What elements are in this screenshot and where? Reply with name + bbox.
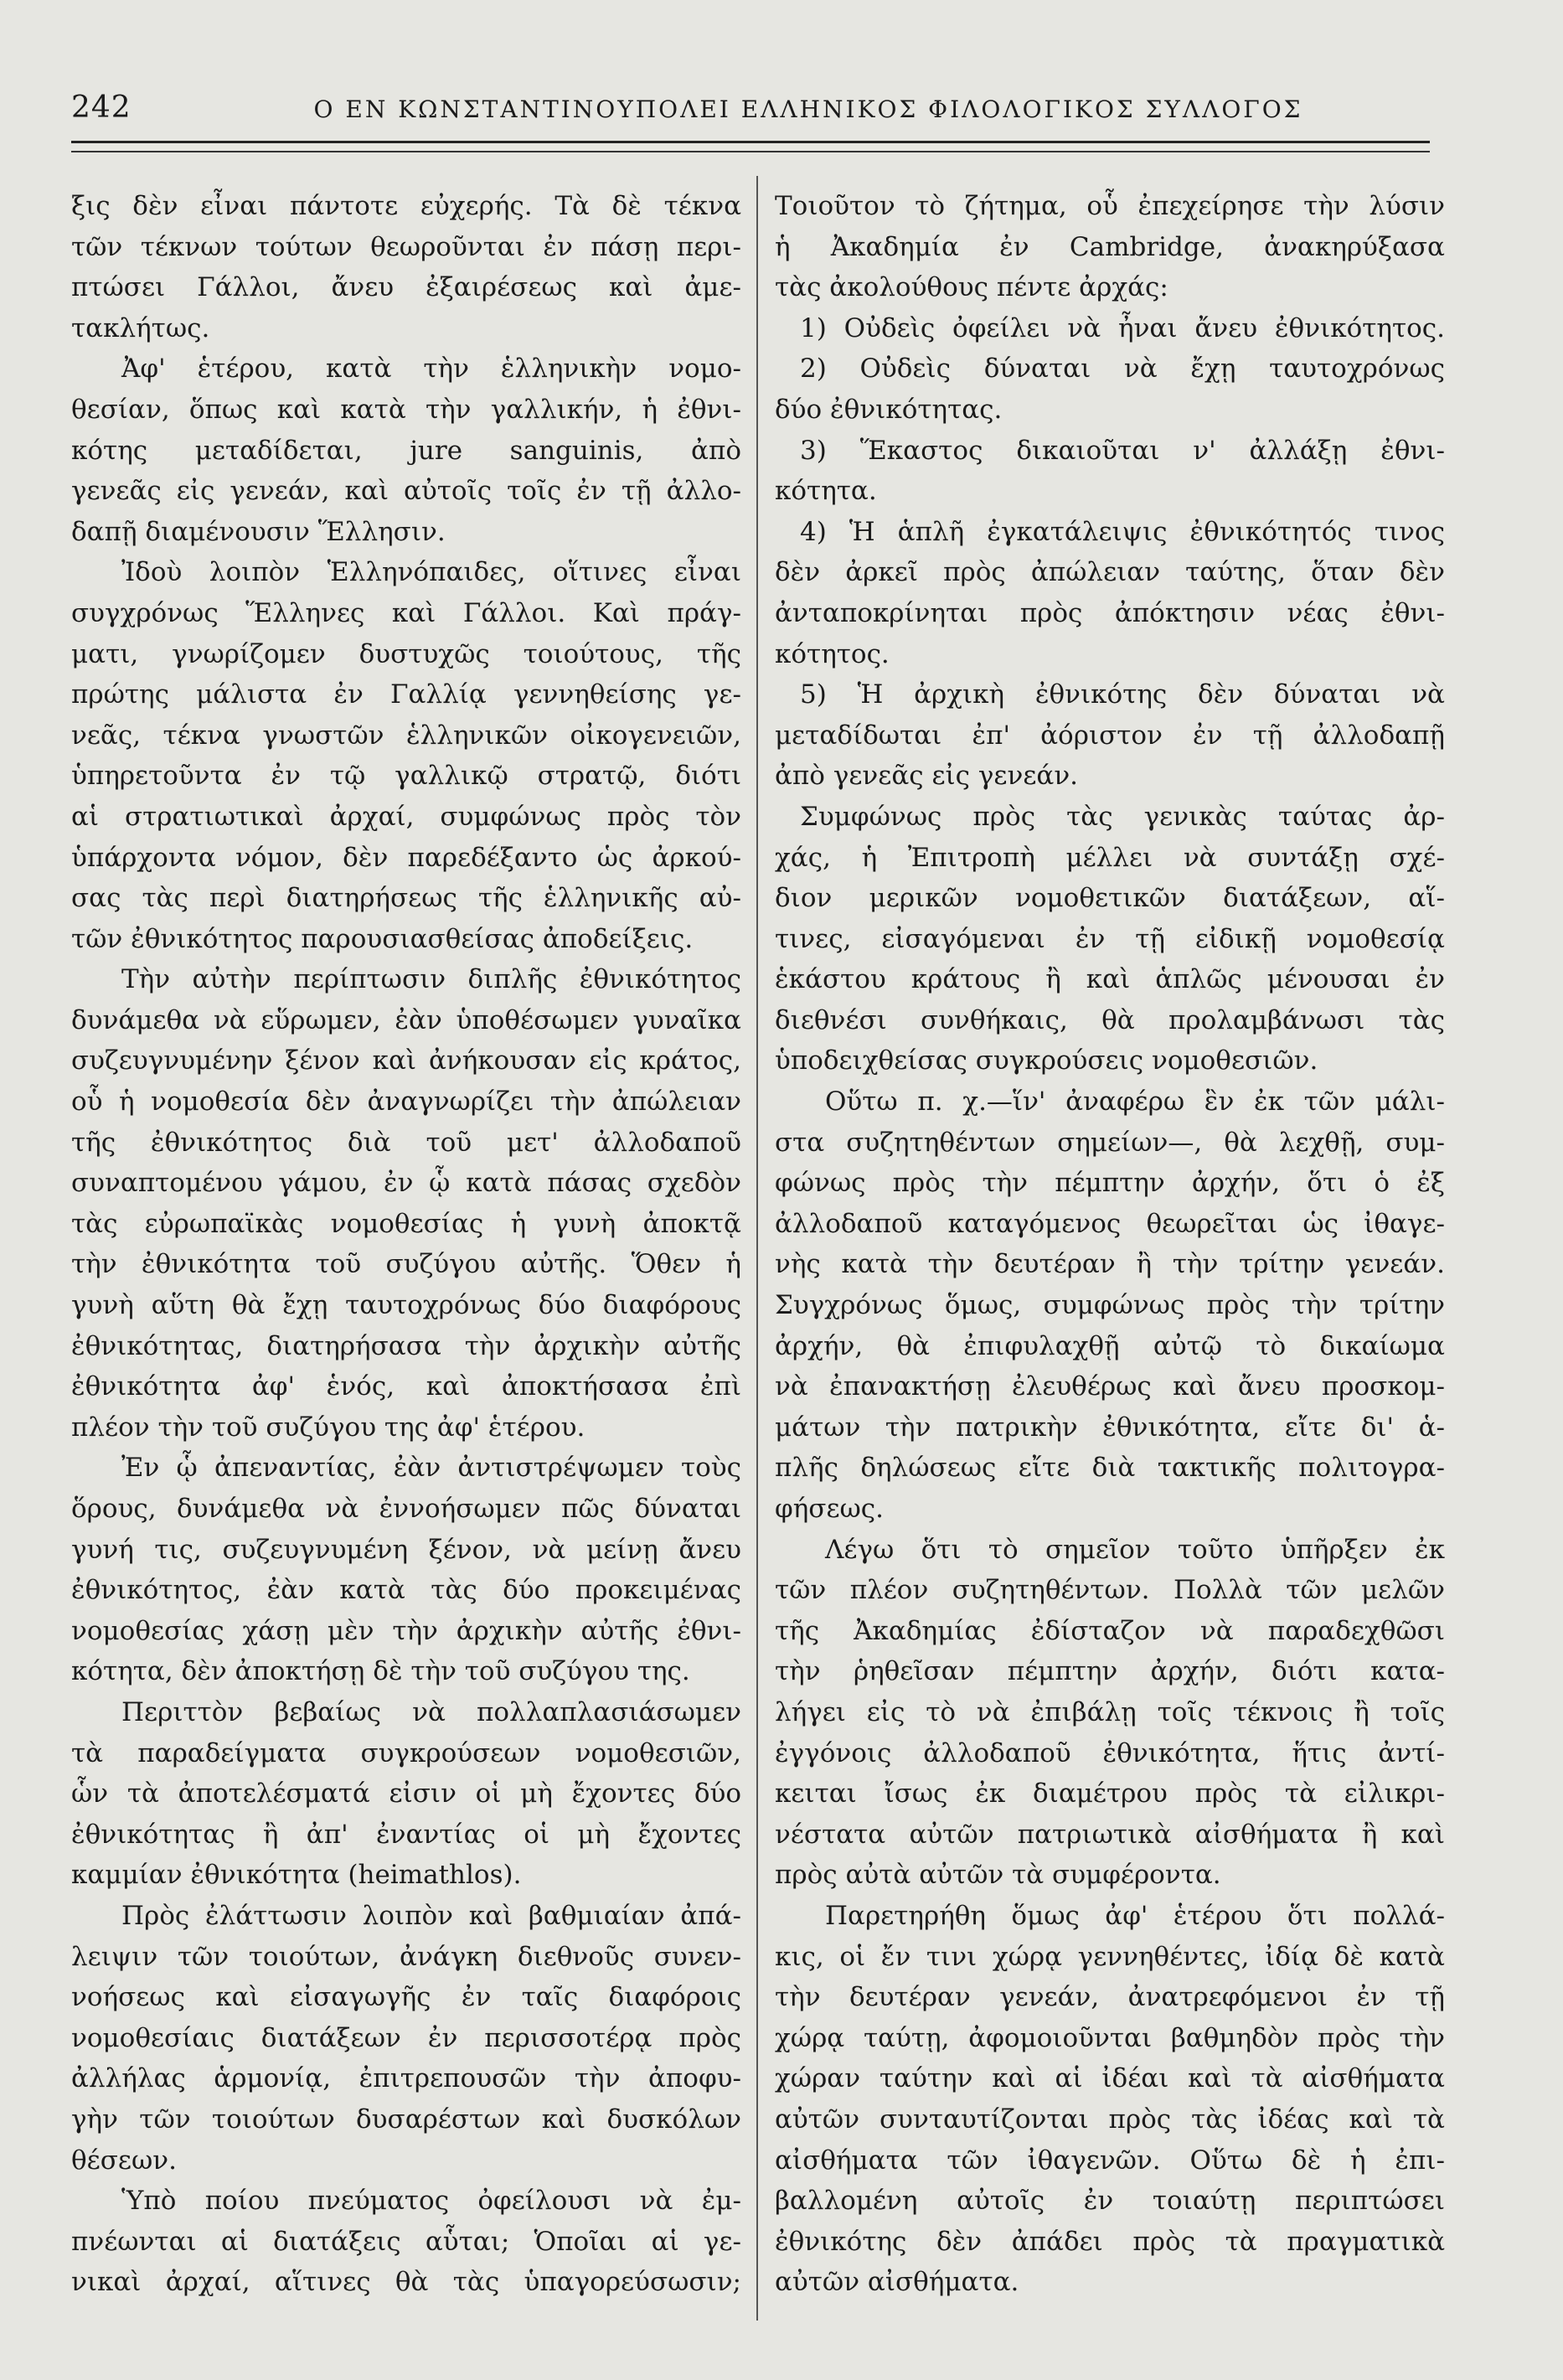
text-line: συναπτομένου γάμου, ἐν ᾧ κατὰ πάσας σχεδὸν: [71, 1168, 741, 1199]
text-line: αὐτῶν αἰσθήματα.: [775, 2267, 1019, 2298]
text-line: κις, οἱ ἔν τινι χώρᾳ γεννηθέντες, ἰδίᾳ δὲ κατὰ: [775, 1941, 1445, 1972]
text-line: νὰ ἐπανακτήσῃ ἐλευθέρως καὶ ἄνευ προσκομ-: [775, 1371, 1445, 1402]
text-line: νέστατα αὐτῶν πατριωτικὰ αἰσθήματα ἢ καὶ: [775, 1819, 1445, 1850]
text-line: δύο ἐθνικότητας.: [775, 394, 1003, 425]
text-line: ἐθνικότης δὲν ἀπάδει πρὸς τὰ πραγματικὰ: [775, 2226, 1445, 2257]
text-line: Ἰδοὺ λοιπὸν Ἑλληνόπαιδες, οἵτινες εἶναι: [121, 557, 741, 588]
text-line: Λέγω ὅτι τὸ σημεῖον τοῦτο ὑπῆρξεν ἐκ: [825, 1534, 1445, 1565]
text-line: νὴς κατὰ τὴν δευτέραν ἢ τὴν τρίτην γενεάν.: [775, 1249, 1445, 1280]
text-line: οὗ ἡ νομοθεσία δὲν ἀναγνωρίζει τὴν ἀπώλειαν: [71, 1087, 741, 1118]
text-line: τῆς ἐθνικότητος διὰ τοῦ μετ' ἀλλοδαποῦ: [71, 1127, 741, 1158]
text-line: ξις δὲν εἶναι πάντοτε εὐχερής. Τὰ δὲ τέκνα: [71, 191, 741, 221]
text-line: ἀλλήλας ἁρμονίᾳ, ἐπιτρεπουσῶν τὴν ἀποφυ-: [71, 2063, 741, 2094]
text-line: ἐθνικότητος, ἐὰν κατὰ τὰς δύο προκειμένας: [71, 1575, 741, 1606]
text-line: γυνή τις, συζευγνυμένη ξένον, νὰ μείνῃ ἄνευ: [71, 1534, 741, 1565]
text-line: λήγει εἰς τὸ νὰ ἐπιβάλῃ τοῖς τέκνοις ἢ τοῖς: [775, 1696, 1445, 1727]
text-line: μεταδίδωται ἐπ' ἀόριστον ἐν τῇ ἀλλοδαπῇ: [775, 720, 1445, 751]
text-line: φήσεως.: [775, 1494, 884, 1524]
text-line: 4) Ἡ ἁπλῆ ἐγκατάλειψις ἐθνικότητός τινος: [800, 516, 1445, 547]
text-line: συζευγνυμένην ξένον καὶ ἀνήκουσαν εἰς κράτος,: [71, 1045, 741, 1076]
text-line: 2) Οὐδεὶς δύναται νὰ ἔχῃ ταυτοχρόνως: [800, 354, 1445, 385]
text-line: Συμφώνως πρὸς τὰς γενικὰς ταύτας ἀρ-: [800, 801, 1445, 832]
text-line: τῶν ἐθνικότητος παρουσιασθείσας ἀποδείξεις.: [71, 923, 694, 954]
text-line: ἡ Ἀκαδημία ἐν Cambridge, ἀνακηρύξασα: [775, 231, 1445, 262]
text-line: διεθνέσι συνθήκαις, θὰ προλαμβάνωσι τὰς: [775, 1004, 1445, 1035]
text-line: ἀνταποκρίνηται πρὸς ἀπόκτησιν νέας ἐθνι-: [775, 597, 1445, 628]
text-line: πλῆς δηλώσεως εἴτε διὰ τακτικῆς πολιτογρα-: [775, 1453, 1445, 1484]
text-line: νομοθεσίαις διατάξεων ἐν περισσοτέρᾳ πρὸς: [71, 2022, 741, 2053]
text-line: Πρὸς ἐλάττωσιν λοιπὸν καὶ βαθμιαίαν ἀπά-: [121, 1900, 741, 1931]
text-line: τῶν τέκνων τούτων θεωροῦνται ἐν πάσῃ περι-: [71, 231, 741, 262]
text-line: ὅρους, δυνάμεθα νὰ ἐννοήσωμεν πῶς δύναται: [71, 1494, 741, 1524]
text-line: κότητος.: [775, 638, 890, 669]
text-line: στα συζητηθέντων σημείων—, θὰ λεχθῇ, συμ-: [775, 1127, 1445, 1158]
text-line: ὧν τὰ ἀποτελέσματά εἰσιν οἱ μὴ ἔχοντες δύο: [71, 1779, 741, 1810]
text-line: κότητα.: [775, 476, 877, 507]
text-line: δὲν ἀρκεῖ πρὸς ἀπώλειαν ταύτης, ὅταν δὲν: [775, 557, 1445, 588]
text-line: νοήσεως καὶ εἰσαγωγῆς ἐν ταῖς διαφόροις: [71, 1982, 741, 2013]
text-line: Συγχρόνως ὅμως, συμφώνως πρὸς τὴν τρίτην: [775, 1290, 1445, 1321]
text-line: νεᾶς, τέκνα γνωστῶν ἑλληνικῶν οἰκογενειῶν,: [71, 720, 741, 751]
column-divider: [756, 176, 758, 2321]
page-header: [71, 90, 1428, 132]
text-line: γὴν τῶν τοιούτων δυσαρέστων καὶ δυσκόλων: [71, 2104, 741, 2135]
text-line: πνέωνται αἱ διατάξεις αὗται; Ὁποῖαι αἱ γε-: [71, 2226, 741, 2257]
text-line: ἀλλοδαποῦ καταγόμενος θεωρεῖται ὡς ἰθαγε-: [775, 1208, 1445, 1239]
text-line: τὴν ἐθνικότητα τοῦ συζύγου αὐτῆς. Ὅθεν ἡ: [71, 1249, 741, 1280]
text-line: τινες, εἰσαγόμεναι ἐν τῇ εἰδικῇ νομοθεσίᾳ: [775, 923, 1445, 954]
text-line: αἱ στρατιωτικαὶ ἀρχαί, συμφώνως πρὸς τὸν: [71, 801, 741, 832]
text-line: θεσίαν, ὅπως καὶ κατὰ τὴν γαλλικήν, ἡ ἐθνι-: [71, 394, 741, 425]
text-line: ἐθνικότητα ἀφ' ἑνός, καὶ ἀποκτήσασα ἐπὶ: [71, 1371, 741, 1402]
page-number: 242: [71, 90, 132, 125]
text-line: πρὸς αὐτὰ αὐτῶν τὰ συμφέροντα.: [775, 1860, 1221, 1891]
text-line: τὰ παραδείγματα συγκρούσεων νομοθεσιῶν,: [71, 1737, 741, 1768]
text-line: 3) Ἕκαστος δικαιοῦται ν' ἀλλάξῃ ἐθνι-: [800, 435, 1445, 466]
text-line: πτώσει Γάλλοι, ἄνευ ἐξαιρέσεως καὶ ἀμε-: [71, 272, 741, 303]
text-line: βαλλομένη αὐτοῖς ἐν τοιαύτῃ περιπτώσει: [775, 2186, 1445, 2217]
text-line: τὰς ἀκολούθους πέντε ἀρχάς:: [775, 272, 1168, 303]
header-rule: [71, 141, 1430, 143]
text-line: δυνάμεθα νὰ εὕρωμεν, ἐὰν ὑποθέσωμεν γυναῖκα: [71, 1004, 741, 1035]
text-line: κότητα, δὲν ἀποκτήσῃ δὲ τὴν τοῦ συζύγου της.: [71, 1656, 690, 1687]
text-line: πρώτης μάλιστα ἐν Γαλλίᾳ γεννηθείσης γε-: [71, 679, 741, 710]
text-line: Τοιοῦτον τὸ ζήτημα, οὗ ἐπεχείρησε τὴν λύσιν: [775, 191, 1445, 221]
text-line: δαπῇ διαμένουσιν Ἕλλησιν.: [71, 516, 446, 547]
text-line: καμμίαν ἐθνικότητα (heimathlos).: [71, 1860, 522, 1891]
text-line: ἀρχήν, θὰ ἐπιφυλαχθῇ αὐτῷ τὸ δικαίωμα: [775, 1330, 1445, 1361]
text-line: νικαὶ ἀρχαί, αἵτινες θὰ τὰς ὑπαγορεύσωσιν;: [71, 2267, 741, 2298]
text-line: φώνως πρὸς τὴν πέμπτην ἀρχήν, ὅτι ὁ ἐξ: [775, 1168, 1445, 1199]
text-line: λειψιν τῶν τοιούτων, ἀνάγκη διεθνοῦς συνεν-: [71, 1941, 741, 1972]
text-line: τὴν ῥηθεῖσαν πέμπτην ἀρχήν, διότι κατα-: [775, 1656, 1445, 1687]
text-line: χώραν ταύτην καὶ αἱ ἰδέαι καὶ τὰ αἰσθήματα: [775, 2063, 1445, 2094]
text-line: μάτων τὴν πατρικὴν ἐθνικότητα, εἴτε δι' ἁ-: [775, 1412, 1445, 1443]
text-line: αὐτῶν συνταυτίζονται πρὸς τὰς ἰδέας καὶ τὰ: [775, 2104, 1445, 2135]
running-title: Ο ΕΝ ΚΩΝΣΤΑΝΤΙΝΟΥΠΟΛΕΙ ΕΛΛΗΝΙΚΟΣ ΦΙΛΟΛΟΓΙΚΟΣ ΣΥΛΛΟΓΟΣ: [313, 96, 1303, 123]
right-column: [775, 186, 1445, 2303]
text-line: ἐθνικότητας, διατηρήσασα τὴν ἀρχικὴν αὐτῆς: [71, 1330, 741, 1361]
text-line: ἑκάστου κράτους ἢ καὶ ἁπλῶς μένουσαι ἐν: [775, 964, 1445, 995]
text-line: τῶν πλέον συζητηθέντων. Πολλὰ τῶν μελῶν: [775, 1575, 1445, 1606]
text-line: τὰς εὐρωπαϊκὰς νομοθεσίας ἡ γυνὴ ἀποκτᾷ: [71, 1208, 741, 1239]
text-line: ματι, γνωρίζομεν δυστυχῶς τοιούτους, τῆς: [71, 638, 741, 669]
text-line: ὑπάρχοντα νόμον, δὲν παρεδέξαντο ὡς ἀρκού-: [71, 842, 741, 873]
left-column: [71, 186, 741, 2303]
text-line: Τὴν αὐτὴν περίπτωσιν διπλῆς ἐθνικότητος: [121, 964, 741, 995]
text-line: σας τὰς περὶ διατηρήσεως τῆς ἑλληνικῆς αὐ-: [71, 883, 741, 914]
text-line: ὑποδειχθείσας συγκρούσεις νομοθεσιῶν.: [775, 1045, 1318, 1076]
text-line: τὴν δευτέραν γενεάν, ἀνατρεφόμενοι ἐν τῇ: [775, 1982, 1445, 2013]
text-line: ὑπηρετοῦντα ἐν τῷ γαλλικῷ στρατῷ, διότι: [71, 761, 741, 792]
text-line: τῆς Ἀκαδημίας ἐδίσταζον νὰ παραδεχθῶσι: [775, 1615, 1445, 1646]
text-line: Ἐν ᾧ ἀπεναντίας, ἐὰν ἀντιστρέψωμεν τοὺς: [121, 1453, 741, 1484]
text-line: Ὑπὸ ποίου πνεύματος ὀφείλουσι νὰ ἐμ-: [121, 2186, 741, 2217]
text-line: 1) Οὐδεὶς ὀφείλει νὰ ἦναι ἄνευ ἐθνικότητος.: [800, 312, 1445, 343]
text-line: 5) Ἡ ἀρχικὴ ἐθνικότης δὲν δύναται νὰ: [800, 679, 1445, 710]
text-line: ἐγγόνοις ἀλλοδαποῦ ἐθνικότητα, ἥτις ἀντί-: [775, 1737, 1445, 1768]
text-line: πλέον τὴν τοῦ συζύγου της ἀφ' ἑτέρου.: [71, 1412, 585, 1443]
text-line: κειται ἴσως ἐκ διαμέτρου πρὸς τὰ εἰλικρι-: [775, 1779, 1445, 1810]
text-line: διον μερικῶν νομοθετικῶν διατάξεων, αἵ-: [775, 883, 1445, 914]
text-line: Παρετηρήθη ὅμως ἀφ' ἑτέρου ὅτι πολλά-: [825, 1900, 1445, 1931]
text-line: χώρᾳ ταύτῃ, ἀφομοιοῦνται βαθμηδὸν πρὸς τὴν: [775, 2022, 1445, 2053]
text-line: γυνὴ αὕτη θὰ ἔχῃ ταυτοχρόνως δύο διαφόρους: [71, 1290, 741, 1321]
text-line: Οὕτω π. χ.—ἵν' ἀναφέρω ἓν ἐκ τῶν μάλι-: [825, 1087, 1445, 1118]
header-rule-secondary: [71, 151, 1430, 152]
text-line: νομοθεσίας χάσῃ μὲν τὴν ἀρχικὴν αὐτῆς ἐθνι-: [71, 1615, 741, 1646]
text-line: τακλήτως.: [71, 312, 210, 343]
text-line: αἰσθήματα τῶν ἰθαγενῶν. Οὕτω δὲ ἡ ἐπι-: [775, 2145, 1445, 2176]
text-line: θέσεων.: [71, 2145, 177, 2176]
text-line: γενεᾶς εἰς γενεάν, καὶ αὐτοῖς τοῖς ἐν τῇ ἀλλο-: [71, 476, 741, 507]
text-line: ἐθνικότητας ἢ ἀπ' ἐναντίας οἱ μὴ ἔχοντες: [71, 1819, 741, 1850]
text-line: ἀπὸ γενεᾶς εἰς γενεάν.: [775, 761, 1079, 792]
text-line: Ἀφ' ἑτέρου, κατὰ τὴν ἑλληνικὴν νομο-: [121, 354, 741, 385]
text-line: Περιττὸν βεβαίως νὰ πολλαπλασιάσωμεν: [121, 1696, 741, 1727]
text-line: χάς, ἡ Ἐπιτροπὴ μέλλει νὰ συντάξῃ σχέ-: [775, 842, 1445, 873]
text-line: κότης μεταδίδεται, jure sanguinis, ἀπὸ: [71, 435, 741, 466]
text-line: συγχρόνως Ἕλληνες καὶ Γάλλοι. Καὶ πράγ-: [71, 597, 741, 628]
